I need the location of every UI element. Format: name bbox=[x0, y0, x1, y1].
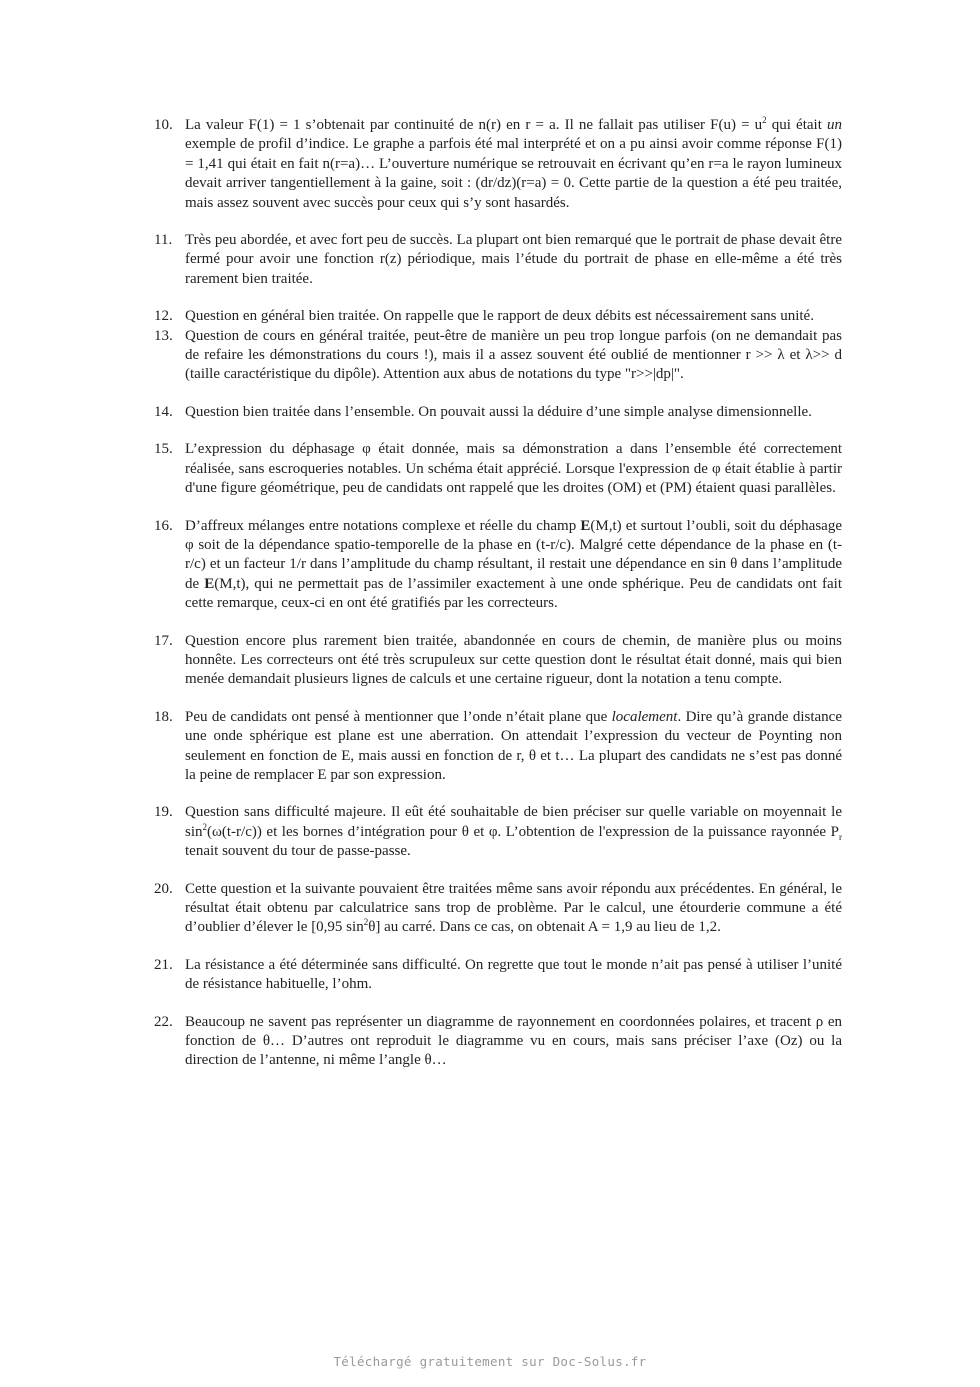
remark-text: Très peu abordée, et avec fort peu de succès. La plupart ont bien remarqué que le portrait de phase devait être fermé pour avoir une fonction r(z) périodique, mais l’étude du portrait de phase en elle-même a été très rarement bien traitée. bbox=[185, 232, 842, 287]
remark-number: 14. bbox=[154, 403, 173, 420]
remark-item bbox=[150, 1013, 842, 1071]
remark-text: localement bbox=[611, 708, 678, 725]
remark-item bbox=[150, 632, 842, 690]
remark-number: 17. bbox=[154, 632, 173, 649]
remark-number: 12. bbox=[154, 308, 173, 325]
remark-text: L’expression du déphasage φ était donnée, mais sa démonstration a dans l’ensemble été correctement réalisée, sans escroqueries notables. Un schéma était apprécié. Lorsque l'expression de φ était établie à partir d'une figure géométrique, peu de candidats ont rappelé que les droites (OM) et (PM) étaient quasi parallèles. bbox=[185, 441, 842, 497]
remark-text: exemple de profil d’indice. Le graphe a parfois été mal interprété et on a pu ainsi avoir comme réponse F(1) = 1,41 qui était en fait n(r=a)… L’ouverture numérique se retrouvait en écrivant qu’en r=a le rayon lumineux devait arriver tangentiellement à la gaine, soit : (dr/dz)(r=a) = 0. Cette partie de la question a été peu traitée, mais assez souvent avec succès pour ceux qui s’y sont hasardés. bbox=[185, 136, 842, 211]
remark-text: (M,t) et surtout l’oubli, soit du déphasage φ soit de la dépendance spatio-temporelle de la phase en (t-r/c). Malgré cette dépendance de la phase en (t-r/c) et un facteur 1/r dans l’amplitude du champ résultant, il restait une dépendance en sin θ dans l’amplitude de bbox=[185, 517, 842, 592]
remark-item bbox=[150, 803, 842, 861]
remark-text: Question encore plus rarement bien traitée, abandonnée en cours de chemin, de manière plus ou moins honnête. Les correcteurs ont été très scrupuleux sur cette question dont le résultat était donné, mais qui bien menée demandait plusieurs lignes de calculs et une certaine rigueur, dont la notation a tenu compte. bbox=[185, 632, 842, 688]
remark-item bbox=[150, 708, 842, 786]
remark-text: Question bien traitée dans l’ensemble. On pouvait aussi la déduire d’une simple analyse dimensionnelle. bbox=[185, 403, 812, 420]
remark-item bbox=[150, 440, 842, 498]
remark-number: 19. bbox=[154, 804, 173, 821]
remark-text: E bbox=[204, 575, 215, 592]
remark-text: D’affreux mélanges entre notations complexe et réelle du champ bbox=[185, 517, 581, 534]
remarks-list bbox=[150, 116, 842, 1071]
remark-item bbox=[150, 517, 842, 614]
remark-text: Beaucoup ne savent pas représenter un diagramme de rayonnement en coordonnées polaires, et tracent ρ en fonction de θ… D’autres ont reproduit le diagramme vu en cours, mais sans préciser l’axe (Oz) ou la direction de l’antenne, ni même l’angle θ… bbox=[185, 1013, 842, 1069]
remark-text: . Dire qu’à grande distance une onde sphérique est plane est une aberration. On attendait l’expression du vecteur de Poynting non seulement en fonction de E, mais aussi en fonction de r, θ et t… La plupart des candidats ne s’est pas donné la peine de remplacer E par son expression. bbox=[185, 708, 842, 783]
remark-text: 2 bbox=[363, 917, 369, 928]
remark-item bbox=[150, 880, 842, 938]
remark-item bbox=[150, 231, 842, 289]
remark-item bbox=[150, 327, 842, 385]
remark-text: La valeur F(1) = 1 s’obtenait par continuité de n(r) en r = a. Il ne fallait pas utiliser F(u) = u bbox=[185, 117, 763, 133]
remark-text: La résistance a été déterminée sans difficulté. On regrette que tout le monde n’ait pas pensé à utiliser l’unité de résistance habituelle, l’ohm. bbox=[185, 956, 842, 993]
remark-text: 2 bbox=[762, 115, 767, 125]
remark-text: Cette question et la suivante pouvaient être traitées même sans avoir répondu aux précédentes. En général, le résultat était obtenu par calculatrice sans trop de problème. Par le calcul, une étourderie commune a été d’oublier d’élever le [0,95 sin bbox=[185, 880, 842, 936]
remark-number: 13. bbox=[154, 327, 173, 344]
remark-number: 11. bbox=[154, 232, 173, 249]
remark-item bbox=[150, 307, 842, 326]
remark-text: Question sans difficulté majeure. Il eût été souhaitable de bien préciser sur quelle variable on moyennait le sin bbox=[185, 804, 842, 840]
footer-watermark: Téléchargé gratuitement sur Doc-Solus.fr bbox=[333, 1354, 647, 1369]
remark-text: E bbox=[580, 517, 591, 534]
remark-text: 2 bbox=[202, 821, 208, 832]
remark-item bbox=[150, 956, 842, 995]
remark-text: r bbox=[839, 831, 842, 842]
remark-text: (ω(t-r/c)) et les bornes d’intégration pour θ et φ. L’obtention de l'expression de la puissance rayonnée P bbox=[207, 823, 839, 840]
remark-text: Peu de candidats ont pensé à mentionner que l’onde n’était plane que bbox=[185, 708, 612, 725]
remark-number: 18. bbox=[154, 708, 173, 725]
remark-text: tenait souvent du tour de passe-passe. bbox=[185, 843, 411, 860]
remark-text: un bbox=[826, 117, 842, 133]
remark-number: 10. bbox=[154, 117, 173, 133]
remark-text: θ] au carré. Dans ce cas, on obtenait A = 1,9 au lieu de 1,2. bbox=[368, 919, 721, 936]
remark-number: 15. bbox=[154, 441, 173, 458]
remark-text: Question de cours en général traitée, peut-être de manière un peu trop longue parfois (on ne demandait pas de refaire les démonstrations du cours !), mais il a assez souvent été oublié de mentionner r >> λ et λ>> d (taille caractéristique du dipôle). Attention aux abus de notations du type "r>>|dp|". bbox=[185, 327, 842, 383]
remark-text: (M,t), qui ne permettait pas de l’assimiler exactement à une onde sphérique. Peu de candidats ont fait cette remarque, ceux-ci en ont été gratifiés par les correcteurs. bbox=[185, 575, 842, 612]
remark-number: 22. bbox=[154, 1013, 173, 1030]
remark-item bbox=[150, 403, 842, 422]
remark-item bbox=[150, 116, 842, 213]
remark-number: 20. bbox=[154, 880, 173, 897]
remark-text: qui était bbox=[766, 117, 827, 133]
remark-number: 16. bbox=[154, 517, 173, 534]
remark-number: 21. bbox=[154, 956, 173, 973]
remark-text: Question en général bien traitée. On rappelle que le rapport de deux débits est nécessairement sans unité. bbox=[185, 308, 814, 325]
